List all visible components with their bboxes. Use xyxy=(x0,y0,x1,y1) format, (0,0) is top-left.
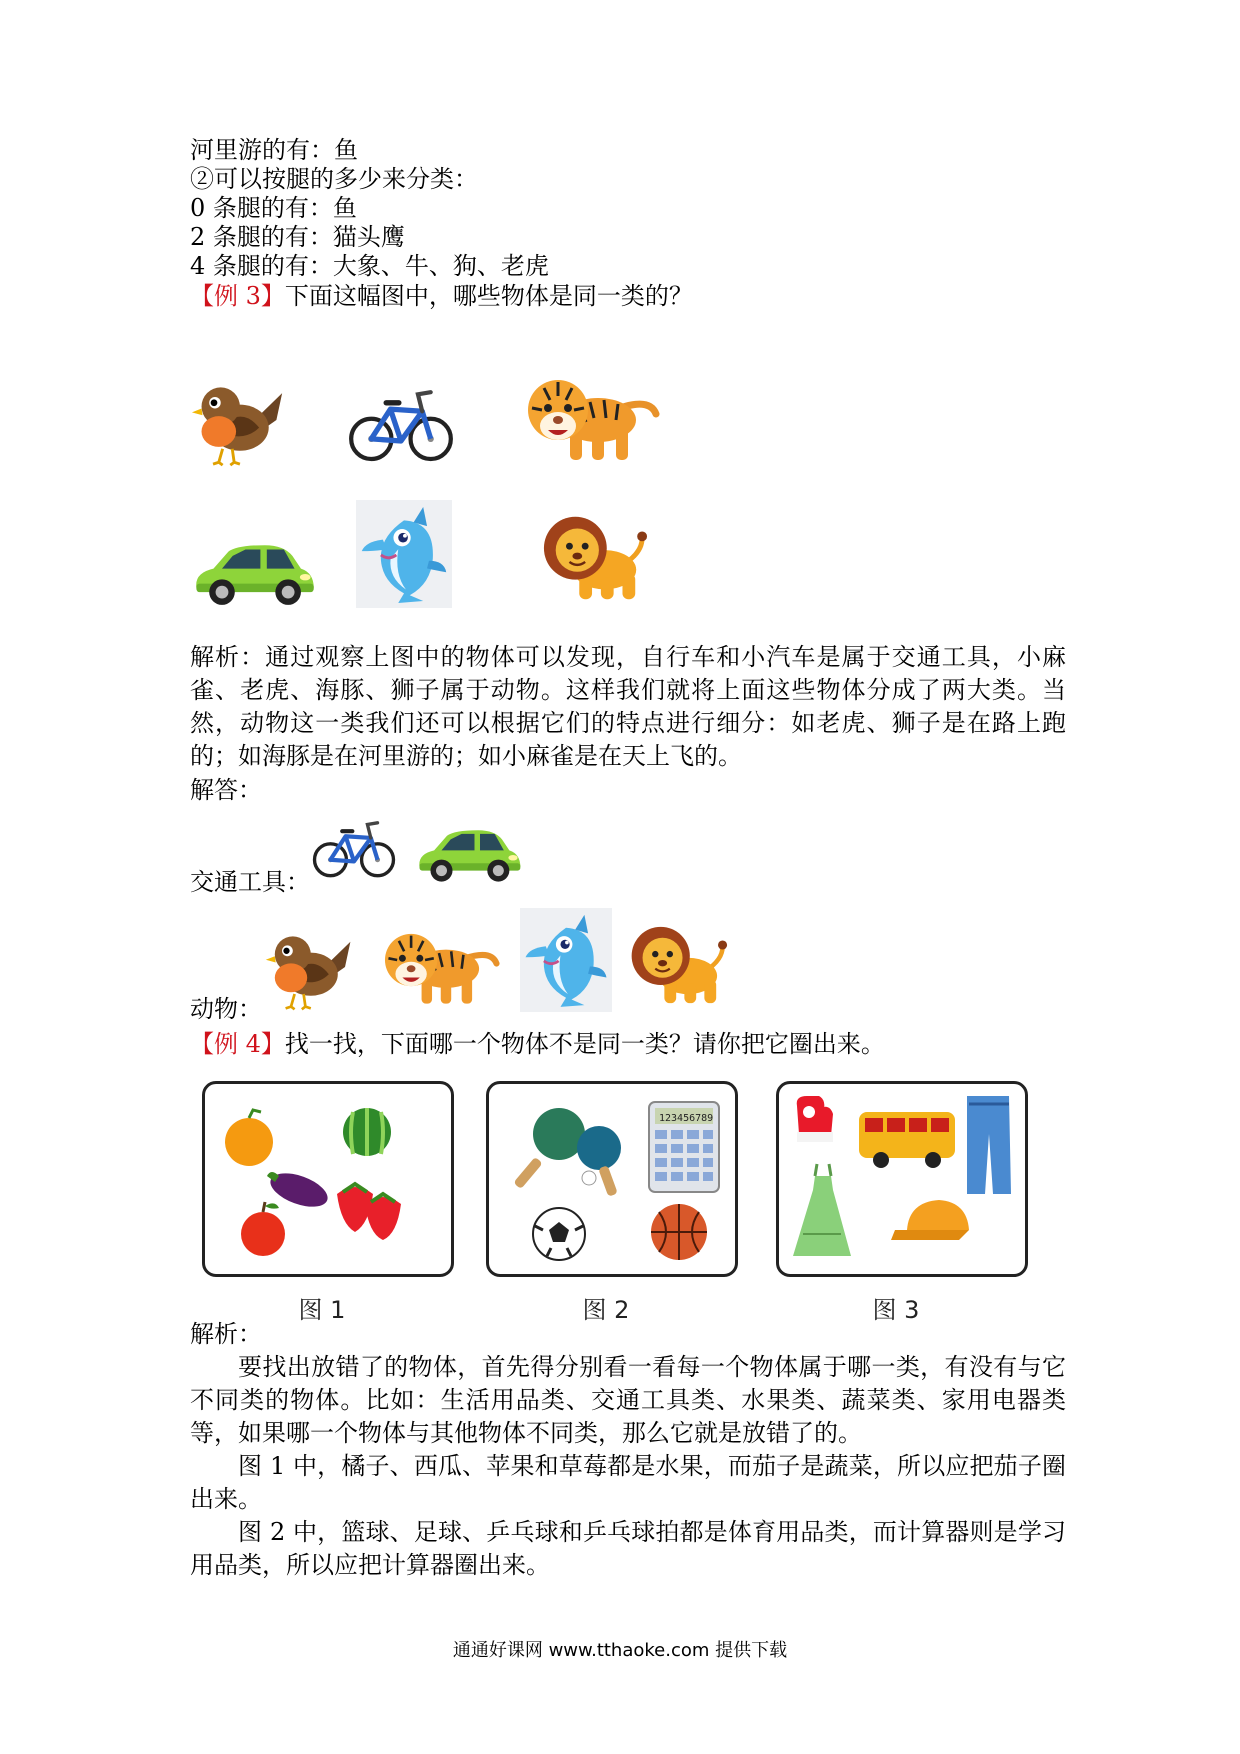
dolphin-image xyxy=(520,908,612,1012)
figure-2-frame xyxy=(486,1081,738,1277)
cap-icon xyxy=(891,1200,969,1240)
figure-1-caption: 图 1 xyxy=(298,1296,346,1324)
page-footer: 通通好课网 www.tthaoke.com 提供下载 xyxy=(452,1640,788,1661)
calculator-icon xyxy=(649,1102,719,1192)
car-image xyxy=(190,536,318,612)
basketball-icon xyxy=(651,1204,707,1260)
example-3-tag: 【例 3】 xyxy=(190,282,285,310)
animals-label: 动物： xyxy=(190,995,262,1023)
sparrow-image xyxy=(264,922,354,1012)
answer-label: 解答： xyxy=(190,776,262,804)
text-line: 0 条腿的有：鱼 xyxy=(190,194,357,222)
figure-2-caption: 图 2 xyxy=(582,1296,630,1324)
text-line: 河里游的有：鱼 xyxy=(190,136,358,164)
text-line: ②可以按腿的多少来分类： xyxy=(190,165,478,193)
figure-1-frame xyxy=(202,1081,454,1277)
vehicles-label: 交通工具： xyxy=(190,868,310,896)
figure-3-caption: 图 3 xyxy=(872,1296,920,1324)
figure-3-items xyxy=(779,1084,1025,1274)
analysis-4-paragraph-3: 图 2 中，篮球、足球、乒乓球和乒乓球拍都是体育用品类，而计算器则是学习用品类，所以应把计算器圈出来。 xyxy=(190,1518,1066,1579)
mittens-icon xyxy=(797,1096,833,1142)
analysis-3-text: 解析：通过观察上图中的物体可以发现，自行车和小汽车是属于交通工具，小麻雀、老虎、海豚、狮子属于动物。这样我们就将上面这些物体分成了两大类。当然，动物这一类我们还可以根据它们的特点进行细分：如老虎、狮子是在路上跑的；如海豚是在河里游的；如小麻雀是在天上飞的。 xyxy=(190,643,1066,770)
dress-icon xyxy=(793,1164,851,1256)
lion-image xyxy=(628,918,728,1012)
bicycle-image xyxy=(312,812,396,884)
sparrow-image xyxy=(190,372,286,468)
ping-pong-paddle-icon xyxy=(513,1108,621,1197)
tiger-image xyxy=(378,922,500,1012)
jeans-icon xyxy=(967,1096,1011,1194)
car-image xyxy=(414,822,524,888)
example-4-heading xyxy=(190,1028,1070,1060)
figure-2-items xyxy=(489,1084,735,1274)
analysis-4-paragraph-1: 要找出放错了的物体，首先得分别看一看每一个物体属于哪一类，有没有与它不同类的物体。比如：生活用品类、交通工具类、水果类、蔬菜类、家用电器类等，如果哪一个物体与其他物体不同类，那么它就是放错了的。 xyxy=(190,1353,1066,1447)
dolphin-image xyxy=(356,500,452,608)
text-line: 2 条腿的有：猫头鹰 xyxy=(190,223,405,251)
strawberry-icon xyxy=(337,1184,401,1240)
bicycle-image xyxy=(348,380,454,468)
example-4-question: 找一找，下面哪一个物体不是同一类？请你把它圈出来。 xyxy=(284,1030,885,1058)
analysis-4-paragraph-2: 图 1 中，橘子、西瓜、苹果和草莓都是水果，而茄子是蔬菜，所以应把茄子圈出来。 xyxy=(190,1452,1066,1513)
text-line: 4 条腿的有：大象、牛、狗、老虎 xyxy=(190,252,549,280)
tiger-image xyxy=(520,366,660,470)
figure-3-frame xyxy=(776,1081,1028,1277)
figure-1-fruits xyxy=(205,1084,451,1274)
example-3-heading xyxy=(190,280,1070,312)
lion-image xyxy=(540,508,648,608)
example-3-question: 下面这幅图中，哪些物体是同一类的？ xyxy=(284,282,693,310)
orange-icon xyxy=(225,1110,273,1166)
example-4-tag: 【例 4】 xyxy=(190,1030,285,1058)
analysis-4-label: 解析： xyxy=(190,1320,262,1348)
apple-icon xyxy=(241,1202,285,1256)
soccer-ball-icon xyxy=(533,1208,585,1260)
bus-icon xyxy=(859,1112,955,1168)
calculator-display: 123456789 xyxy=(659,1113,714,1124)
watermelon-icon xyxy=(343,1108,391,1156)
